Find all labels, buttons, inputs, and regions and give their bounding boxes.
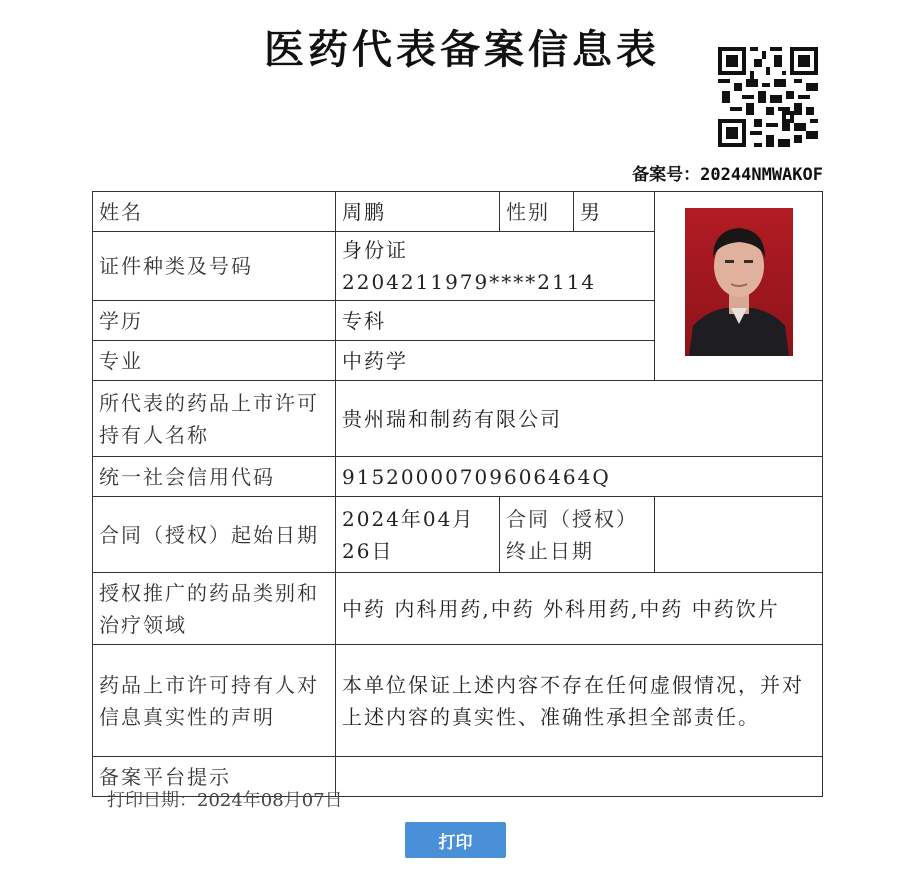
- platform-tip-value: [336, 757, 823, 797]
- declaration-value: 本单位保证上述内容不存在任何虚假情况，并对上述内容的真实性、准确性承担全部责任。: [336, 645, 823, 757]
- id-label: 证件种类及号码: [93, 232, 336, 301]
- gender-label: 性别: [500, 192, 574, 232]
- major-value: 中药学: [336, 341, 655, 381]
- declaration-label: 药品上市许可持有人对信息真实性的声明: [93, 645, 336, 757]
- education-value: 专科: [336, 301, 655, 341]
- holder-value: 贵州瑞和制药有限公司: [336, 381, 823, 457]
- platform-tip-label: 备案平台提示: [93, 757, 336, 797]
- record-number: 备案号：20244NMWAKOF: [632, 165, 823, 185]
- id-value: 身份证 2204211979****2114: [336, 232, 655, 301]
- scope-value: 中药 内科用药,中药 外科用药,中药 中药饮片: [336, 573, 823, 645]
- education-label: 学历: [93, 301, 336, 341]
- page-title: 医药代表备案信息表: [264, 26, 660, 73]
- contract-start-value: 2024年04月26日: [336, 497, 500, 573]
- registration-form-table: [92, 191, 823, 797]
- print-button[interactable]: 打印: [405, 822, 506, 858]
- contract-start-label: 合同（授权）起始日期: [93, 497, 336, 573]
- qr-code-icon: [718, 47, 818, 147]
- holder-label: 所代表的药品上市许可持有人名称: [93, 381, 336, 457]
- credit-code-value: 91520000709606464Q: [336, 457, 823, 497]
- major-label: 专业: [93, 341, 336, 381]
- credit-code-label: 统一社会信用代码: [93, 457, 336, 497]
- contract-end-value: [655, 497, 823, 573]
- name-label: 姓名: [93, 192, 336, 232]
- scope-label: 授权推广的药品类别和治疗领域: [93, 573, 336, 645]
- print-date: 打印日期：2024年08月07日: [107, 790, 343, 811]
- contract-end-label: 合同（授权）终止日期: [500, 497, 655, 573]
- avatar: [685, 208, 793, 356]
- gender-value: 男: [574, 192, 655, 232]
- name-value: 周鹏: [336, 192, 500, 232]
- photo-cell: [655, 192, 823, 381]
